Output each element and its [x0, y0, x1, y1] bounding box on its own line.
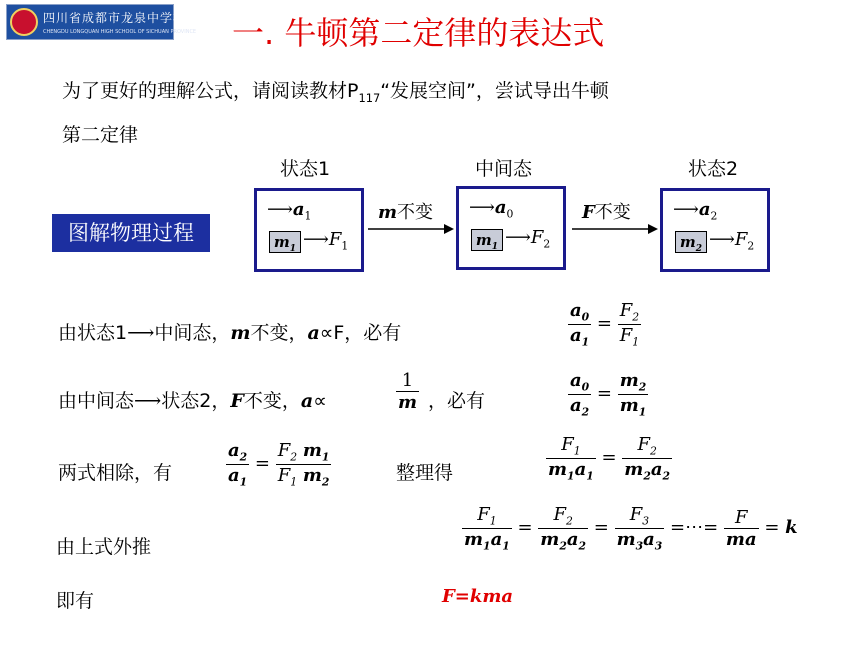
rearrange-label: 整理得 [396, 462, 454, 484]
formula-a0-a2: $\frac{a_0}{a_2}$ = $\frac{m_2}{m_1}$ [570, 370, 647, 419]
intro-text: 为了更好的理解公式，请阅读教材$P_{117}“$发展空间”，尝试导出牛顿 [62, 80, 609, 105]
arrow-2-label: F不变 [582, 202, 631, 223]
state-1-label: 状态1 [280, 158, 331, 180]
formula-one-over-m: $\frac{1}{m}$ [398, 370, 418, 413]
state-1-box [254, 188, 364, 272]
formula-a0-a1: $\frac{a_0}{a_1}$ = $\frac{F_2}{F_1}$ [570, 300, 640, 349]
derivation-line-3: 两式相除，有 [58, 462, 173, 484]
formula-ratio: $\frac{F_1}{m_1a_1}$ = $\frac{F_2}{m_2a_2}$ [548, 434, 671, 483]
arrow-2 [572, 222, 658, 236]
result-formula: F=kma [442, 586, 514, 607]
state-2-box [660, 188, 770, 272]
intermediate-state-box [456, 186, 566, 270]
mass-block-m2: $m_2$ [675, 231, 707, 253]
accel-a2: $⟶a_2$ [673, 199, 718, 223]
page-title: 一. 牛顿第二定律的表达式 [232, 14, 605, 52]
derivation-line-2-tail: ，必有 [428, 390, 486, 412]
school-emblem-icon [10, 8, 38, 36]
formula-a2-a1: $\frac{a_2}{a_1}$ = $\frac{F_2 m_1}{F_1 m_2}$ [228, 440, 330, 489]
formula-general: $\frac{F_1}{m_1a_1}$ = $\frac{F_2}{m_2a_2}$ = $\frac{F_3}{m_3a_3}$ =⋯= $\frac{F}{ma}$ = k [464, 504, 798, 553]
derivation-line-1: 由状态1⟶中间态，m不变，a∝F，必有 [58, 322, 402, 344]
force-f2-mid: $⟶F_2$ [505, 227, 551, 251]
force-f2: $⟶F_2$ [709, 229, 755, 253]
derivation-line-5: 即有 [56, 590, 95, 612]
mass-block-m1: $m_1$ [269, 231, 301, 253]
accel-a1: $⟶a_1$ [267, 199, 312, 223]
mass-block-m1-mid: $m_1$ [471, 229, 503, 251]
arrow-1 [368, 222, 454, 236]
diagram-process-button[interactable]: 图解物理过程 [52, 214, 210, 252]
logo-english-name: CHENGDU LONGQUAN HIGH SCHOOL OF SICHUAN PROVINCE [43, 29, 197, 35]
state-2-label: 状态2 [688, 158, 739, 180]
logo-chinese-name: 四川省成都市龙泉中学校 [43, 11, 187, 25]
derivation-line-4: 由上式外推 [56, 536, 152, 558]
intro-text-line2: 第二定律 [62, 124, 139, 146]
school-logo [6, 4, 197, 40]
derivation-line-2: 由中间态⟶状态2，F不变，a∝ [58, 390, 327, 412]
force-f1: $⟶F_1$ [303, 229, 349, 253]
accel-a0: $⟶a_0$ [469, 197, 514, 221]
intermediate-state-label: 中间态 [475, 158, 533, 180]
arrow-1-label: m不变 [378, 202, 434, 223]
